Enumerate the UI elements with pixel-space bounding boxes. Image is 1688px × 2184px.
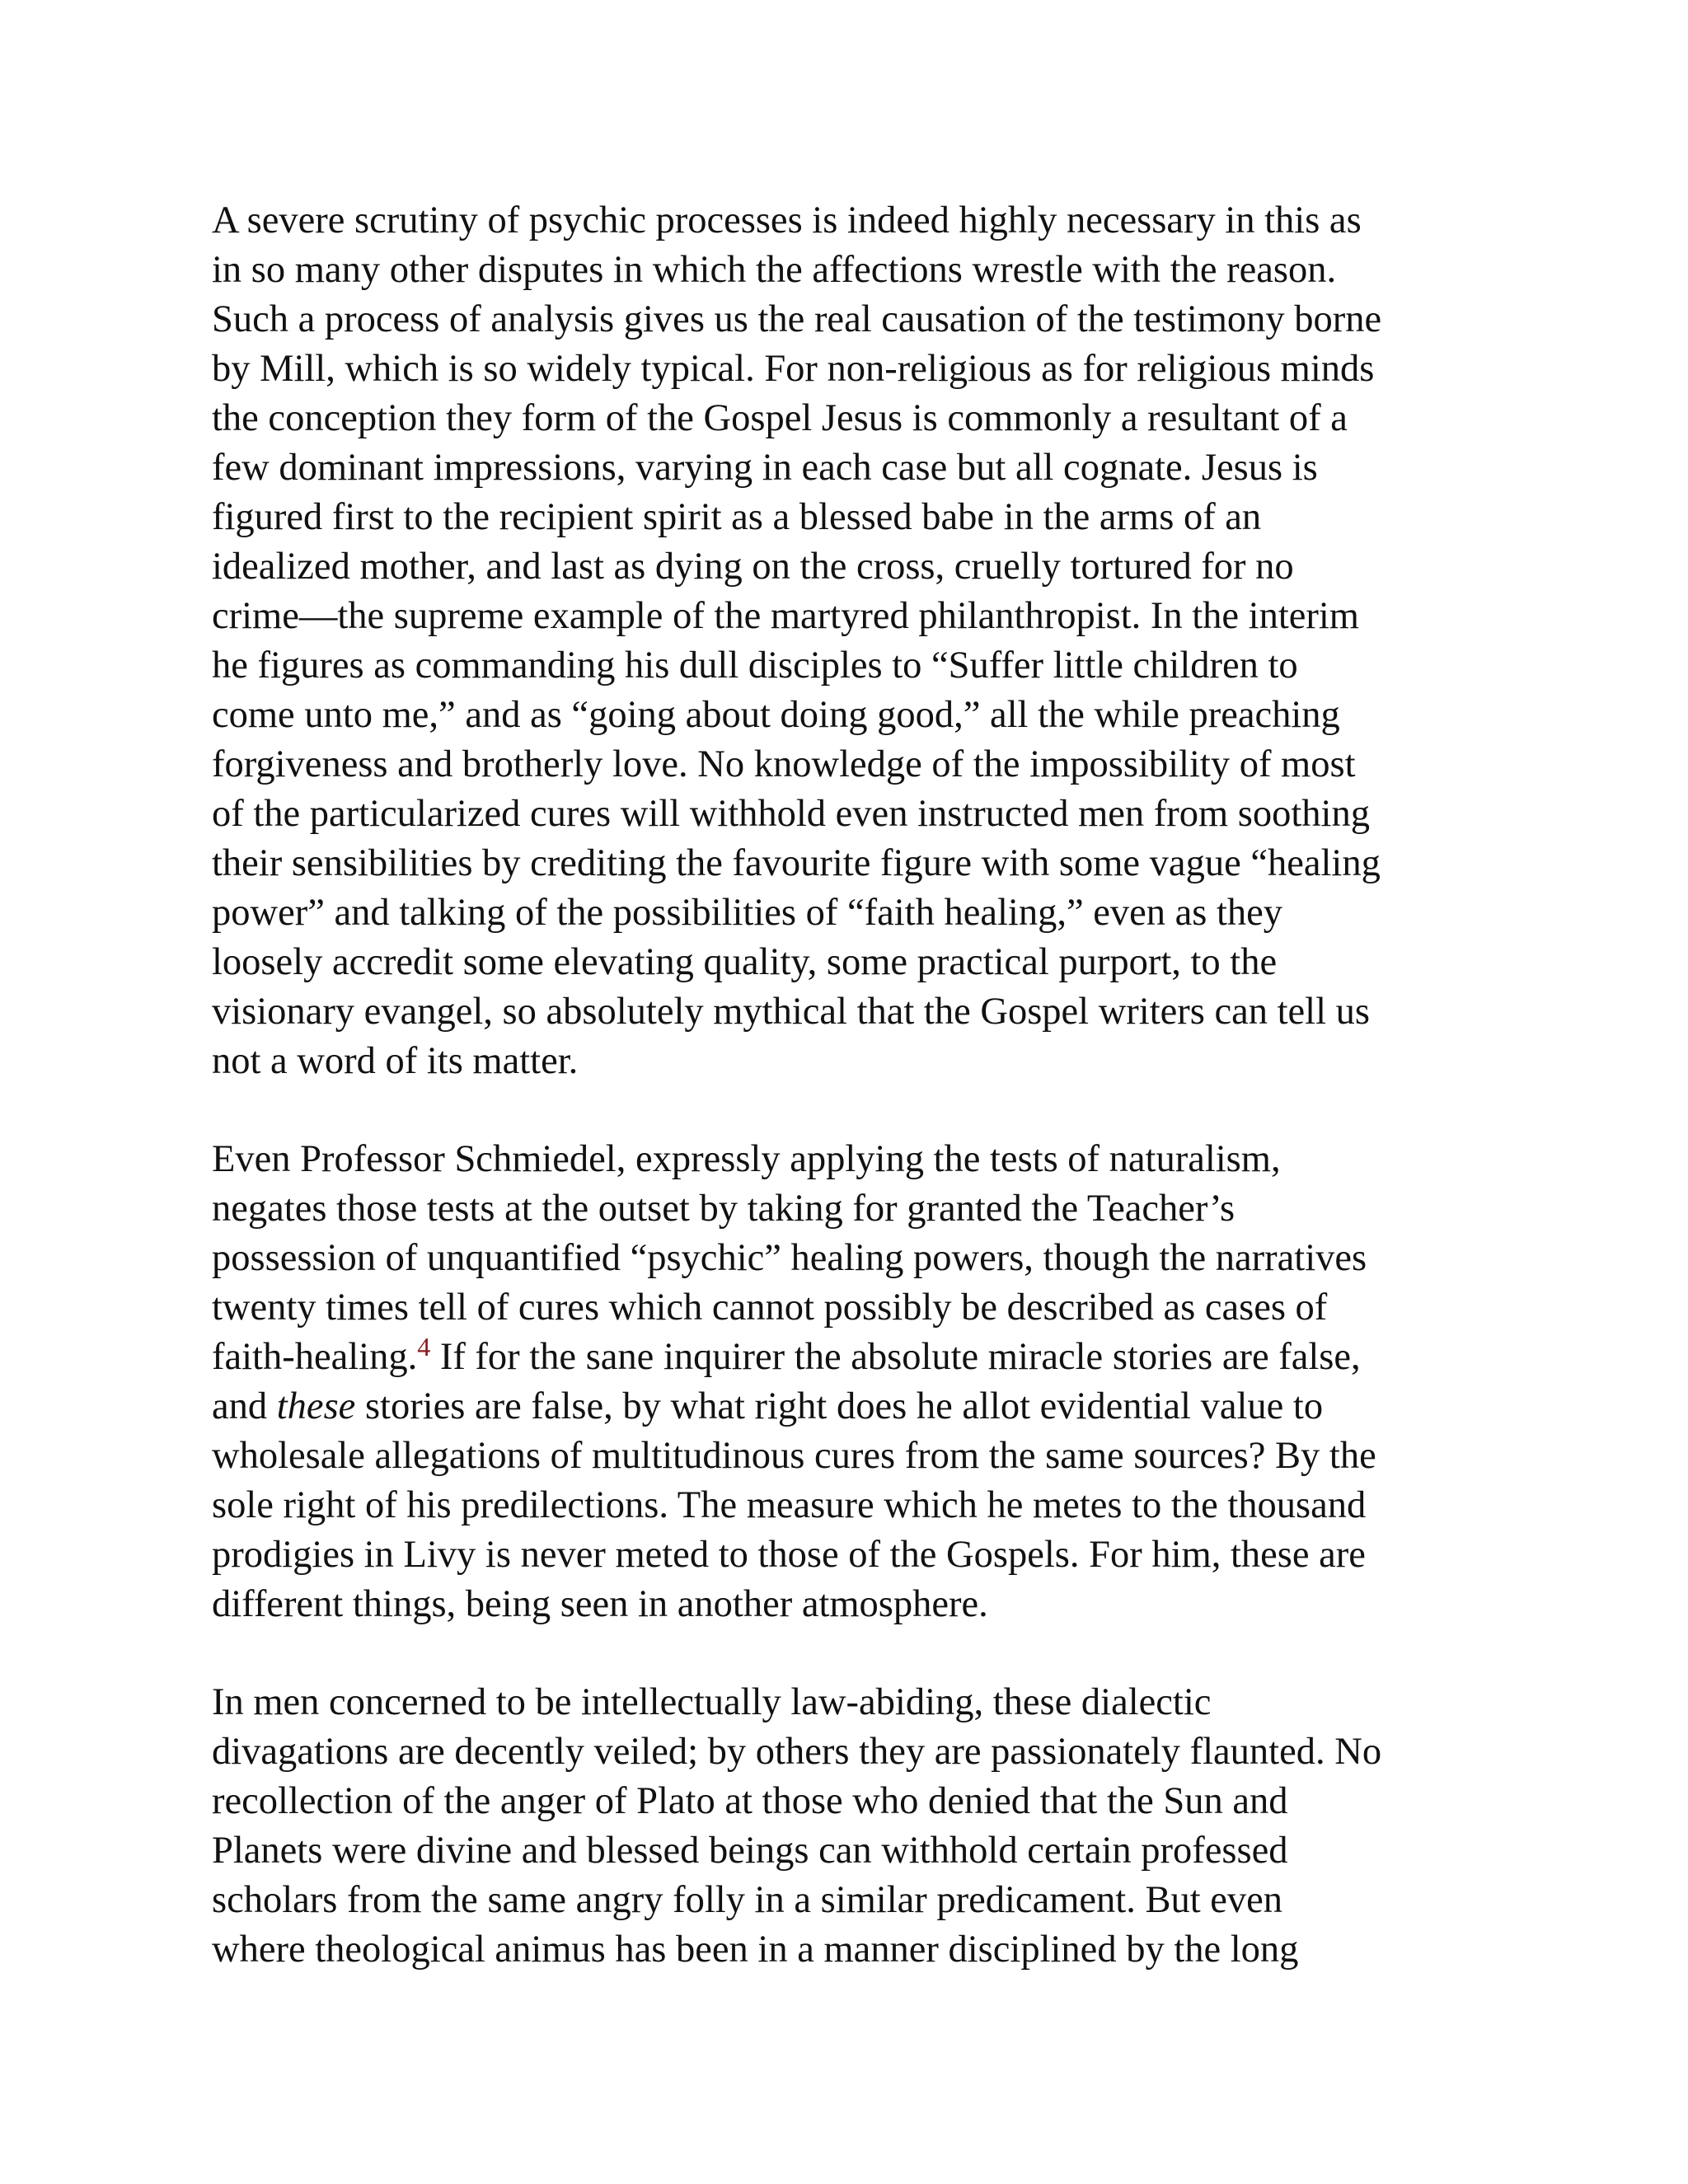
text-fragment: faith-healing.: [212, 1336, 418, 1378]
text-line: by Mill, which is so widely typical. For non-religious as for religious minds: [212, 348, 1375, 390]
italic-emphasis: these: [276, 1385, 356, 1427]
text-line: different things, being seen in another atmosphere.: [212, 1583, 988, 1625]
text-line: possession of unquantified “psychic” healing powers, though the narratives: [212, 1237, 1367, 1279]
text-line: scholars from the same angry folly in a similar predicament. But even: [212, 1879, 1283, 1921]
text-line: forgiveness and brotherly love. No knowledge of the impossibility of most: [212, 743, 1356, 785]
text-line: come unto me,” and as “going about doing good,” all the while preaching: [212, 694, 1340, 736]
text-fragment: If for the sane inquirer the absolute miracle stories are false,: [430, 1336, 1361, 1378]
text-line: of the particularized cures will withhold even instructed men from soothing: [212, 793, 1370, 835]
text-line: their sensibilities by crediting the favourite figure with some vague “healing: [212, 842, 1381, 884]
text-line: In men concerned to be intellectually law-abiding, these dialectic: [212, 1681, 1212, 1723]
text-fragment: and: [212, 1385, 277, 1427]
text-line: negates those tests at the outset by taking for granted the Teacher’s: [212, 1188, 1236, 1230]
text-line: loosely accredit some elevating quality, some practical purport, to the: [212, 941, 1278, 983]
paragraph-2: [212, 1135, 1498, 1629]
text-line: where theological animus has been in a manner disciplined by the long: [212, 1929, 1299, 1971]
text-line: prodigies in Livy is never meted to those of the Gospels. For him, these are: [212, 1534, 1366, 1576]
text-line-with-footnote: [212, 1333, 1498, 1382]
text-line: Planets were divine and blessed beings can withhold certain professed: [212, 1830, 1288, 1872]
text-line: the conception they form of the Gospel Jesus is commonly a resultant of a: [212, 397, 1348, 439]
text-line: idealized mother, and last as dying on the cross, cruelly tortured for no: [212, 546, 1294, 588]
text-line: few dominant impressions, varying in each case but all cognate. Jesus is: [212, 447, 1318, 489]
text-line: visionary evangel, so absolutely mythical that the Gospel writers can tell us: [212, 991, 1370, 1033]
text-line-with-italic: [212, 1382, 1498, 1432]
text-line: not a word of its matter.: [212, 1040, 579, 1082]
text-fragment: stories are false, by what right does he allot evidential value to: [355, 1385, 1324, 1427]
text-line: sole right of his predilections. The measure which he metes to the thousand: [212, 1484, 1367, 1526]
text-line: recollection of the anger of Plato at those who denied that the Sun and: [212, 1780, 1288, 1822]
text-line: A severe scrutiny of psychic processes is indeed highly necessary in this as: [212, 199, 1362, 241]
text-line: Such a process of analysis gives us the real causation of the testimony borne: [212, 298, 1382, 340]
text-line: power” and talking of the possibilities of “faith healing,” even as they: [212, 892, 1283, 934]
paragraph-1: [212, 196, 1498, 1086]
text-line: twenty times tell of cures which cannot possibly be described as cases of: [212, 1286, 1328, 1329]
paragraph-3: [212, 1678, 1498, 1975]
document-page: [212, 196, 1498, 1975]
text-line: figured first to the recipient spirit as a blessed babe in the arms of an: [212, 496, 1262, 538]
text-line: he figures as commanding his dull disciples to “Suffer little children to: [212, 644, 1298, 687]
text-line: in so many other disputes in which the affections wrestle with the reason.: [212, 249, 1337, 291]
text-line: Even Professor Schmiedel, expressly applying the tests of naturalism,: [212, 1138, 1281, 1180]
footnote-marker-4[interactable]: 4: [417, 1332, 431, 1361]
text-line: divagations are decently veiled; by others they are passionately flaunted. No: [212, 1731, 1382, 1773]
text-line: wholesale allegations of multitudinous cures from the same sources? By the: [212, 1435, 1376, 1477]
text-line: crime—the supreme example of the martyred philanthropist. In the interim: [212, 595, 1359, 637]
